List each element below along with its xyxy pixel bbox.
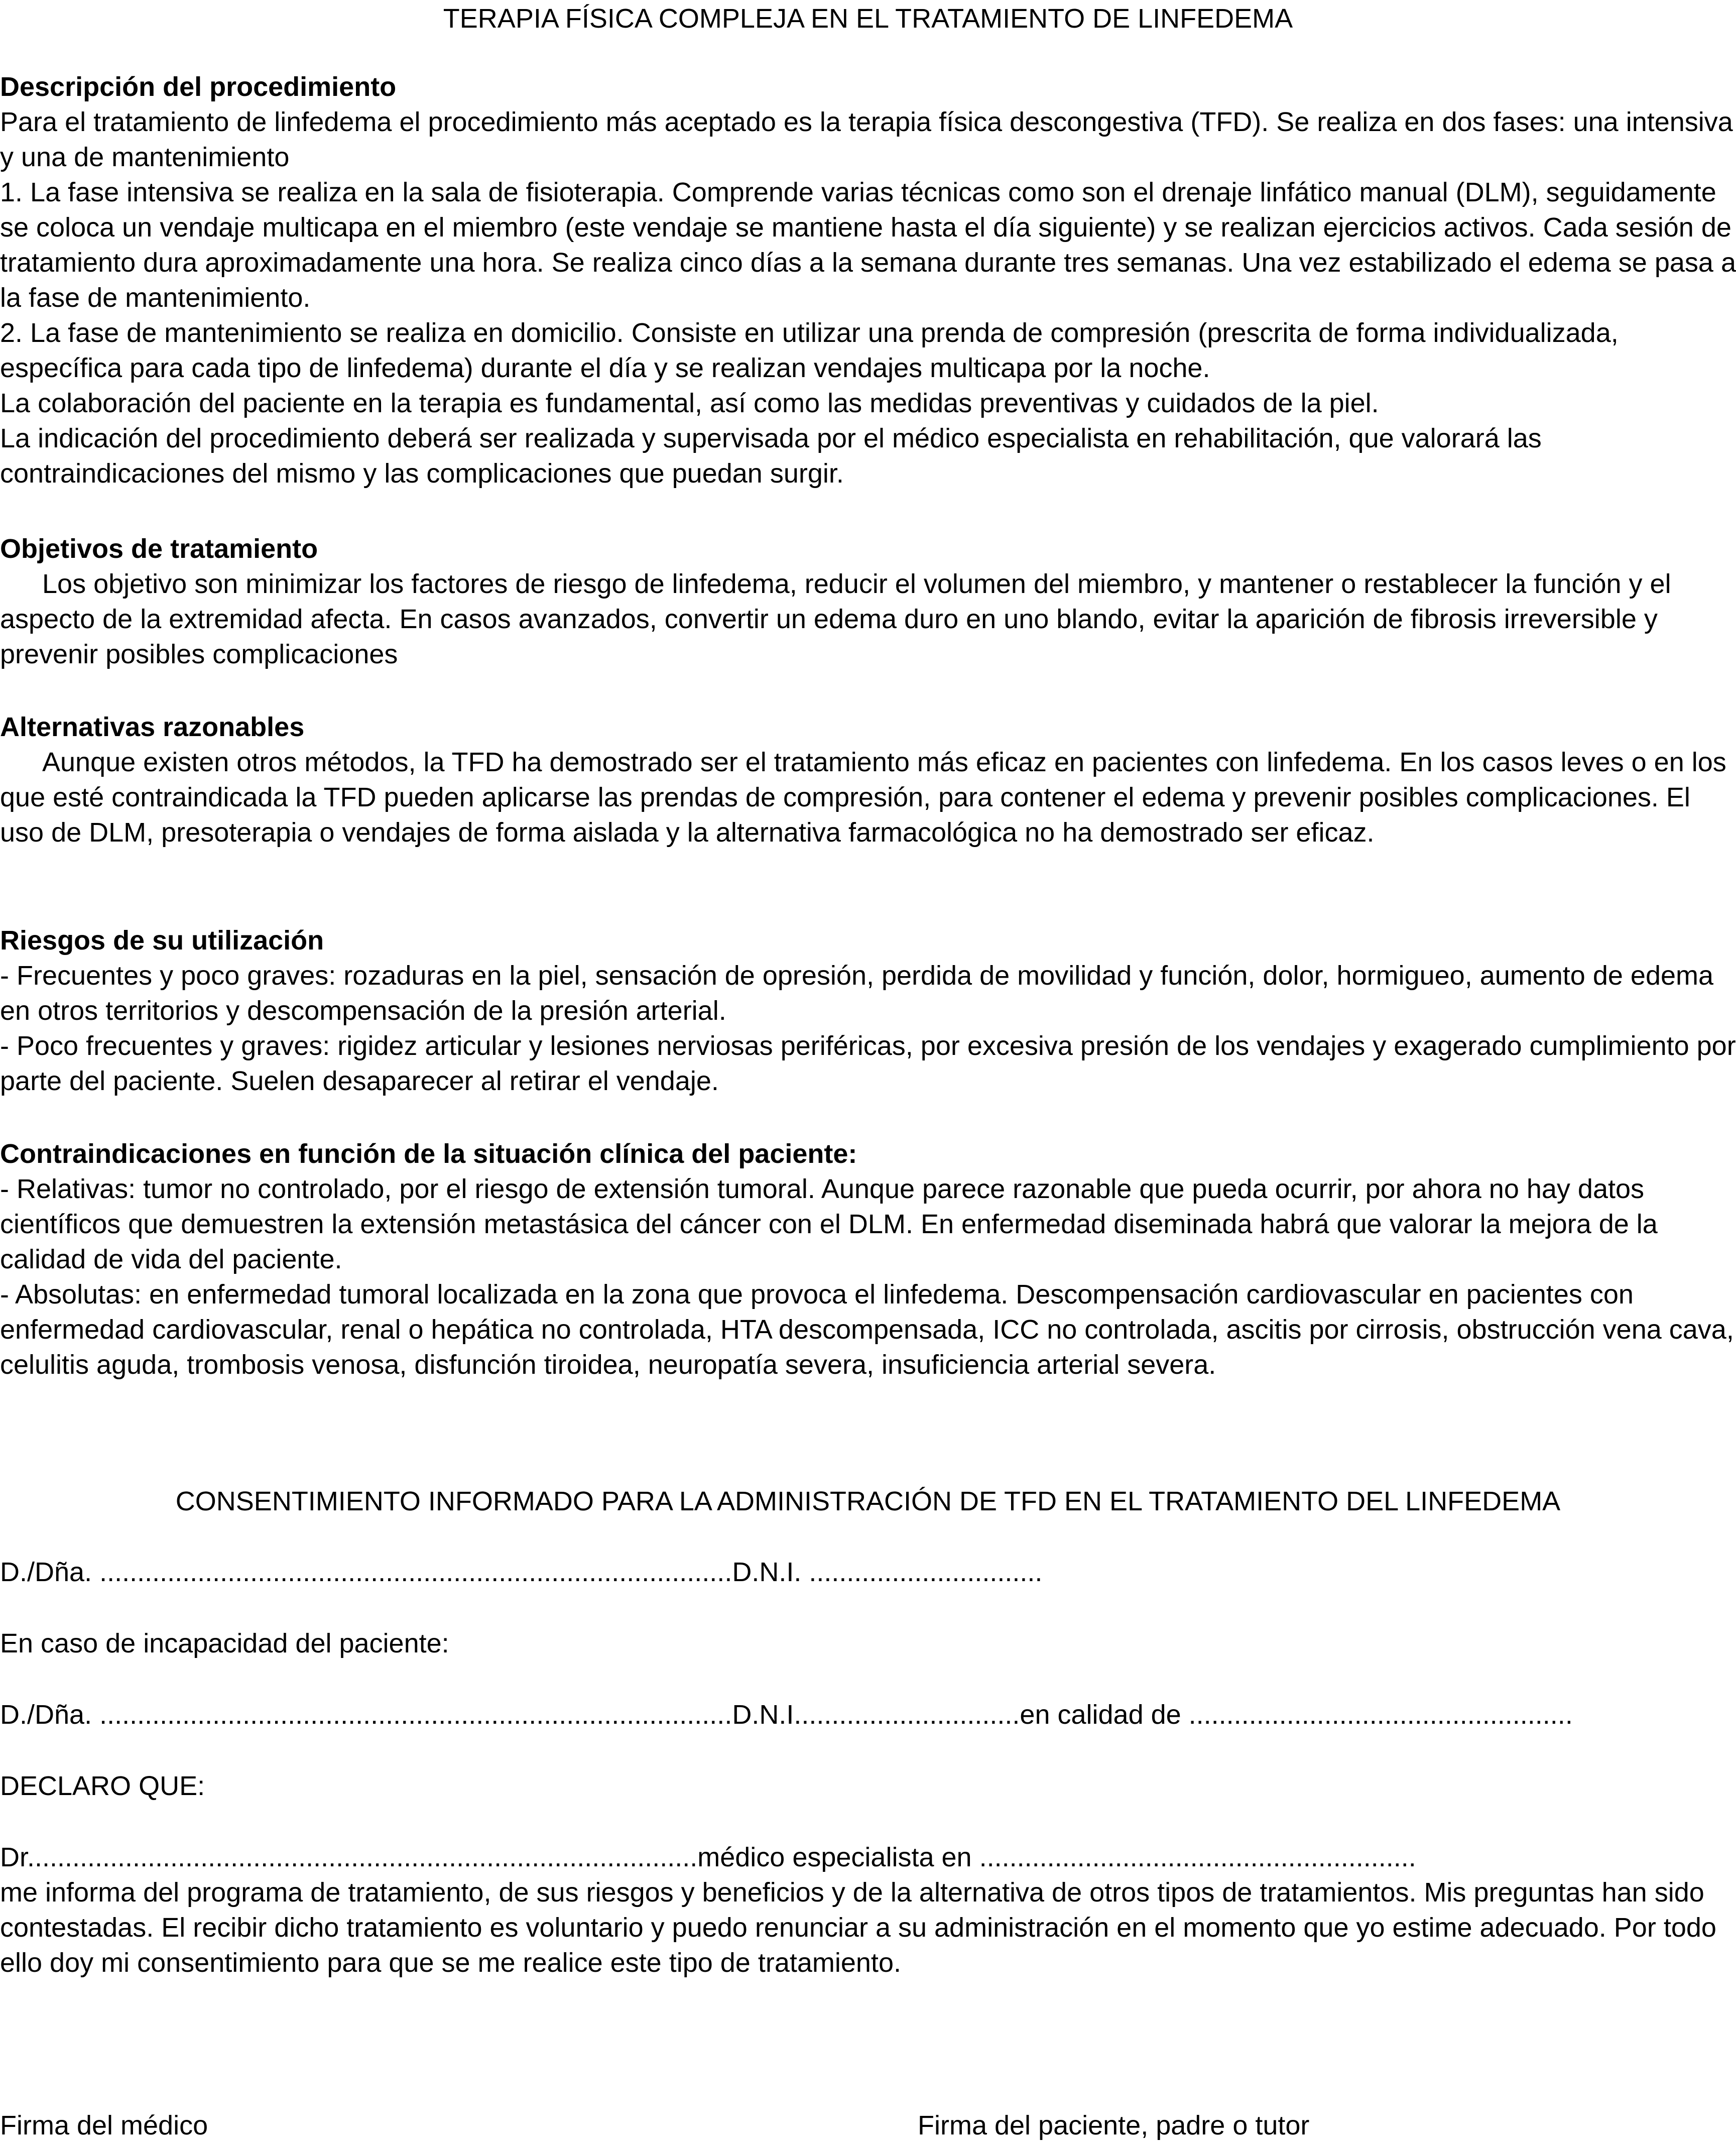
paragraph: - Relativas: tumor no controlado, por el riesgo de extensión tumoral. Aunque parece razonable que pueda ocurrir, por ahora no hay datos científicos que demuestren la extensión metastásica del cáncer con el DLM. En enfermedad diseminada habrá que valorar la mejora de la calidad de vida del paciente. bbox=[0, 1174, 1658, 1274]
section-heading: Objetivos de tratamiento bbox=[0, 534, 318, 564]
paragraph: - Absolutas: en enfermedad tumoral localizada en la zona que provoca el linfedema. Descompensación cardiovascular en pacientes con enfermedad cardiovascular, renal o hepática no controlada, HTA descompensada, ICC no controlada, ascitis por cirrosis, obstrucción vena cava, celulitis aguda, trombosis venosa, disfunción tiroidea, neuropatía severa, insuficiencia arterial severa. bbox=[0, 1279, 1734, 1380]
paragraph: - Poco frecuentes y graves: rigidez articular y lesiones nerviosas periféricas, por excesiva presión de los vendajes y exagerado cumplimiento por parte del paciente. Suelen desaparecer al retirar el vendaje. bbox=[0, 1031, 1736, 1096]
paragraph: Los objetivo son minimizar los factores de riesgo de linfedema, reducir el volumen del miembro, y mantener o restablecer la función y el aspecto de la extremidad afecta. En casos avanzados, convertir un edema duro en uno blando, evitar la aparición de fibrosis irreversible y prevenir posibles complicaciones bbox=[0, 569, 1671, 669]
doctor-signature-label: Firma del médico bbox=[0, 2110, 208, 2140]
section-riesgos bbox=[0, 923, 1736, 1099]
paragraph: La colaboración del paciente en la terapia es fundamental, así como las medidas preventivas y cuidados de la piel. bbox=[0, 388, 1379, 418]
doctor-name-line[interactable]: Dr.........................................................................................médico especialista en .......................................................... bbox=[0, 1842, 1416, 1872]
paragraph: 2. La fase de mantenimiento se realiza en domicilio. Consiste en utilizar una prenda de compresión (prescrita de forma individualizada, específica para cada tipo de linfedema) durante el día y se realizan vendajes multicapa por la noche. bbox=[0, 318, 1619, 383]
section-contraindicaciones bbox=[0, 1136, 1736, 1382]
paragraph: - Frecuentes y poco graves: rozaduras en la piel, sensación de opresión, perdida de movilidad y función, dolor, hormigueo, aumento de edema en otros territorios y descompensación de la presión arterial. bbox=[0, 961, 1714, 1026]
consent-body bbox=[0, 1840, 1736, 1980]
paragraph: Para el tratamiento de linfedema el procedimiento más aceptado es la terapia física descongestiva (TFD). Se realiza en dos fases: una intensiva y una de mantenimiento bbox=[0, 107, 1733, 172]
representative-name-line[interactable]: D./Dña. ....................................................................................D.N.I..............................en calidad de ................................................... bbox=[0, 1700, 1573, 1730]
section-descripcion bbox=[0, 69, 1736, 491]
document-title: TERAPIA FÍSICA COMPLEJA EN EL TRATAMIENTO DE LINFEDEMA bbox=[443, 4, 1293, 34]
paragraph: 1. La fase intensiva se realiza en la sala de fisioterapia. Comprende varias técnicas como son el drenaje linfático manual (DLM), seguidamente se coloca un vendaje multicapa en el miembro (este vendaje se mantiene hasta el día siguiente) y se realizan ejercicios activos. Cada sesión de tratamiento dura aproximadamente una hora. Se realiza cinco días a la semana durante tres semanas. Una vez estabilizado el edema se pasa a la fase de mantenimiento. bbox=[0, 177, 1736, 313]
incapacity-label: En caso de incapacidad del paciente: bbox=[0, 1628, 449, 1658]
patient-signature-label: Firma del paciente, padre o tutor bbox=[918, 2110, 1310, 2140]
paragraph: Aunque existen otros métodos, la TFD ha demostrado ser el tratamiento más eficaz en pacientes con linfedema. En los casos leves o en los que esté contraindicada la TFD pueden aplicarse las prendas de compresión, para contener el edema y prevenir posibles complicaciones. El uso de DLM, presoterapia o vendajes de forma aislada y la alternativa farmacológica no ha demostrado ser eficaz. bbox=[0, 747, 1726, 848]
paragraph: me informa del programa de tratamiento, de sus riesgos y beneficios y de la alternativa de otros tipos de tratamientos. Mis preguntas han sido contestadas. El recibir dicho tratamiento es voluntario y puedo renunciar a su administración en el momento que yo estime adecuado. Por todo ello doy mi consentimiento para que se me realice este tipo de tratamiento. bbox=[0, 1877, 1716, 1978]
section-heading: Riesgos de su utilización bbox=[0, 925, 324, 956]
declaration-label: DECLARO QUE: bbox=[0, 1771, 205, 1801]
section-heading: Descripción del procedimiento bbox=[0, 72, 397, 102]
section-objetivos bbox=[0, 531, 1736, 672]
section-heading: Contraindicaciones en función de la situación clínica del paciente: bbox=[0, 1139, 857, 1169]
section-alternativas bbox=[0, 709, 1736, 850]
paragraph: La indicación del procedimiento deberá ser realizada y supervisada por el médico especialista en rehabilitación, que valorará las contraindicaciones del mismo y las complicaciones que puedan surgir. bbox=[0, 423, 1542, 489]
patient-name-line[interactable]: D./Dña. ....................................................................................D.N.I. ............................... bbox=[0, 1557, 1043, 1587]
consent-title: CONSENTIMIENTO INFORMADO PARA LA ADMINISTRACIÓN DE TFD EN EL TRATAMIENTO DEL LINFEDEMA bbox=[175, 1486, 1561, 1516]
section-heading: Alternativas razonables bbox=[0, 712, 305, 742]
